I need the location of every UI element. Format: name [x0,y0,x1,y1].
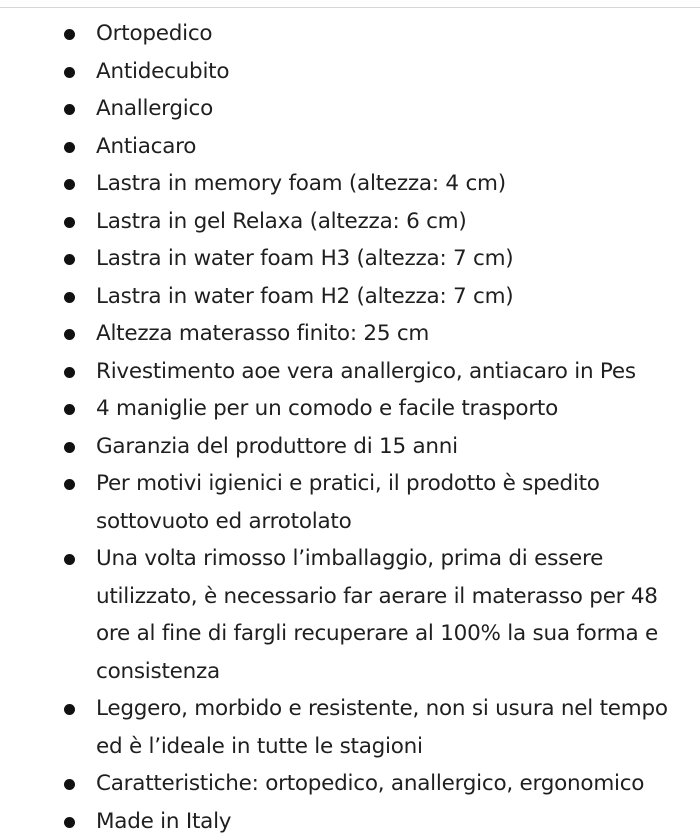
list-item [0,203,700,241]
bullet-icon [64,479,75,490]
list-item-text: Leggero, morbido e resistente, non si usura nel tempo ed è l’ideale in tutte le stagioni [96,690,690,765]
list-item [0,315,700,353]
bullet-icon [64,779,75,790]
list-item [0,128,700,166]
bullet-icon [64,442,75,453]
bullet-icon [64,217,75,228]
list-item-text: Una volta rimosso l’imballaggio, prima di essere utilizzato, è necessario far aerare il materasso per 48 ore al fine di fargli recuperare al 100% la sua forma e consistenza [96,540,690,690]
list-item-text: Antiacaro [96,128,690,166]
list-item [0,803,700,840]
list-item-text: Lastra in gel Relaxa (altezza: 6 cm) [96,203,690,241]
bullet-icon [64,817,75,828]
list-item [0,240,700,278]
bullet-icon [64,554,75,565]
list-item [0,690,700,765]
list-item-text: Per motivi igienici e pratici, il prodotto è spedito sottovuoto ed arrotolato [96,465,690,540]
list-item [0,15,700,53]
list-item-text: Lastra in water foam H3 (altezza: 7 cm) [96,240,690,278]
bullet-icon [64,704,75,715]
bullet-icon [64,142,75,153]
bullet-icon [64,254,75,265]
list-item [0,465,700,540]
top-divider [0,7,700,8]
list-item [0,353,700,391]
list-item-text: Rivestimento aoe vera anallergico, antiacaro in Pes [96,353,690,391]
list-item-text: Lastra in memory foam (altezza: 4 cm) [96,165,690,203]
list-item-text: 4 maniglie per un comodo e facile trasporto [96,390,690,428]
list-item-text: Made in Italy [96,803,690,840]
bullet-icon [64,104,75,115]
bullet-icon [64,67,75,78]
bullet-icon [64,29,75,40]
list-item [0,390,700,428]
list-item-text: Anallergico [96,90,690,128]
list-item [0,278,700,316]
list-item-text: Lastra in water foam H2 (altezza: 7 cm) [96,278,690,316]
list-item-text: Caratteristiche: ortopedico, anallergico, ergonomico [96,765,690,803]
bullet-icon [64,367,75,378]
list-item-text: Altezza materasso finito: 25 cm [96,315,690,353]
list-item [0,53,700,91]
list-item [0,765,700,803]
list-item [0,165,700,203]
list-item [0,428,700,466]
feature-list [0,15,700,840]
bullet-icon [64,292,75,303]
bullet-icon [64,329,75,340]
list-item [0,90,700,128]
list-item-text: Ortopedico [96,15,690,53]
list-item [0,540,700,690]
list-item-text: Garanzia del produttore di 15 anni [96,428,690,466]
list-item-text: Antidecubito [96,53,690,91]
bullet-icon [64,179,75,190]
bullet-icon [64,404,75,415]
